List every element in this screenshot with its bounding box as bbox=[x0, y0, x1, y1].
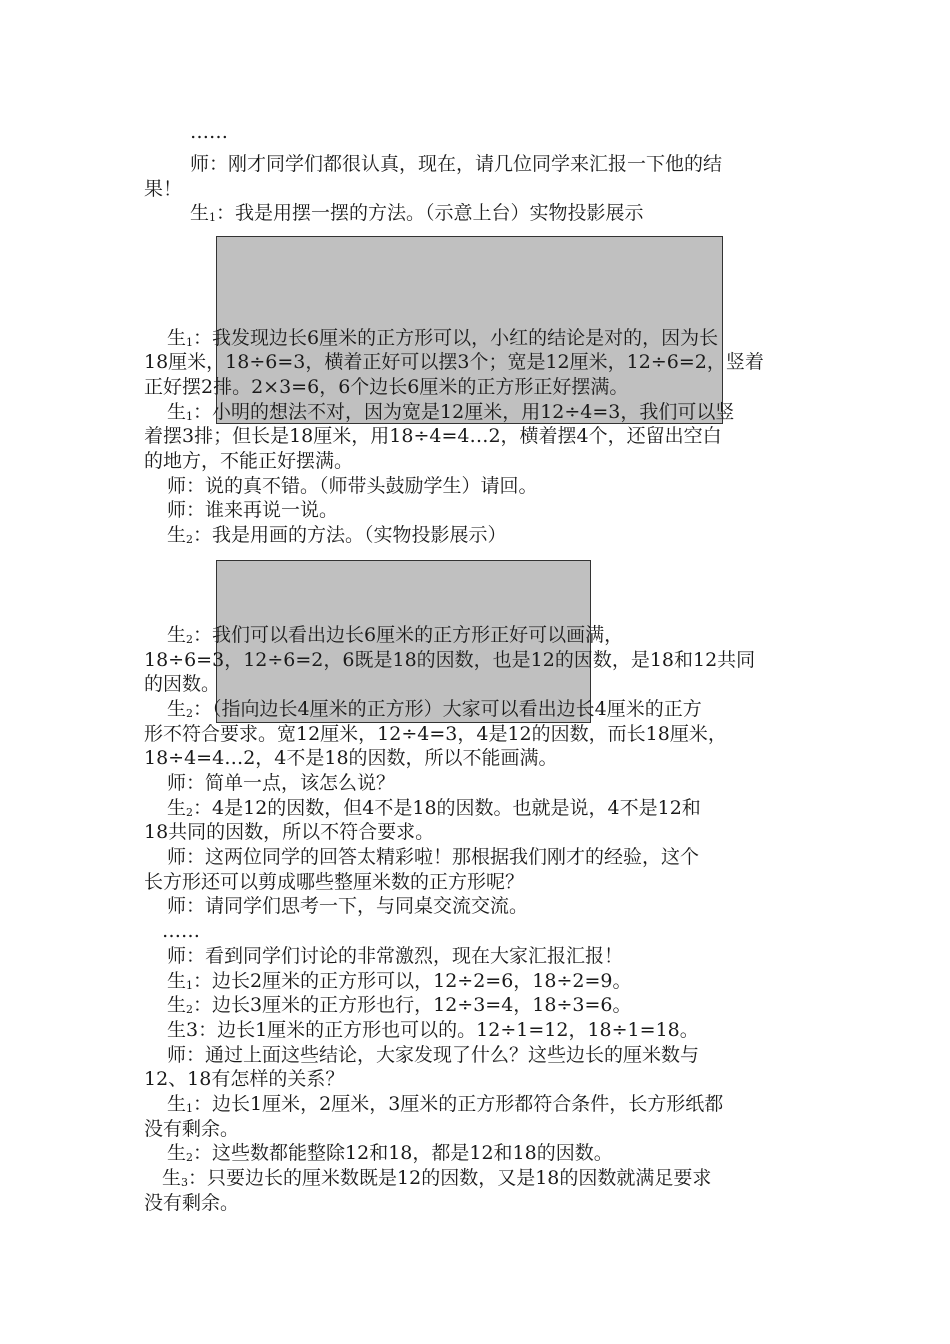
teacher-line: 师：说的真不错。（师带头鼓励学生）请回。 bbox=[167, 475, 538, 497]
teacher-line-cont: 12、18有怎样的关系？ bbox=[144, 1068, 345, 1090]
student2-line-cont: 18÷4=4…2，4不是18的因数，所以不能画满。 bbox=[144, 747, 558, 769]
student1-line: 生$_1$：我发现边长6厘米的正方形可以，小红的结论是对的，因为长 bbox=[167, 327, 719, 349]
student2-line-cont: 18共同的因数，所以不符合要求。 bbox=[144, 821, 435, 843]
speaker-label: 生 bbox=[167, 327, 187, 349]
student1-line-cont: 18厘米，18÷6=3，横着正好可以摆3个；宽是12厘米，12÷6=2，竖着 bbox=[144, 351, 764, 373]
speaker-label: 生 bbox=[167, 970, 187, 992]
student1-line-cont: 着摆3排；但长是18厘米，用18÷4=4…2，横着摆4个，还留出空白 bbox=[144, 425, 722, 447]
speaker-label: 生 bbox=[162, 1167, 182, 1189]
student2-line: 生$_2$：我是用画的方法。（实物投影展示） bbox=[167, 524, 507, 546]
teacher-line-cont: 果！ bbox=[144, 178, 183, 200]
student1-line-cont: 正好摆2排。2×3=6，6个边长6厘米的正方形正好摆满。 bbox=[144, 376, 629, 398]
student3-line: 生$_3$：只要边长的厘米数既是12的因数，又是18的因数就满足要求 bbox=[162, 1167, 712, 1189]
speaker-label: 生 bbox=[167, 624, 187, 646]
student2-line: 生$_2$：这些数都能整除12和18，都是12和18的因数。 bbox=[167, 1142, 613, 1164]
speaker-label: 生 bbox=[167, 401, 187, 423]
student2-line: 生$_2$：边长3厘米的正方形也行，12÷3=4，18÷3=6。 bbox=[167, 994, 632, 1016]
teacher-line: 师：请同学们思考一下，与同桌交流交流。 bbox=[167, 895, 529, 917]
student2-line-cont: 形不符合要求。宽12厘米，12÷4=3，4是12的因数，而长18厘米， bbox=[144, 723, 727, 745]
speaker-label: 生 bbox=[167, 1142, 187, 1164]
student1-line-cont: 没有剩余。 bbox=[144, 1118, 240, 1140]
student1-line: 生$_1$：小明的想法不对，因为宽是12厘米，用12÷4=3，我们可以竖 bbox=[167, 401, 735, 423]
teacher-line: 师：这两位同学的回答太精彩啦！那根据我们刚才的经验，这个 bbox=[167, 846, 700, 868]
teacher-line: 师：简单一点，该怎么说？ bbox=[167, 772, 396, 794]
student2-line-cont: 的因数。 bbox=[144, 673, 221, 695]
ellipsis-mid: …… bbox=[162, 920, 200, 942]
ellipsis-top: …… bbox=[190, 121, 228, 143]
student1-line: 生$_1$：边长1厘米，2厘米，3厘米的正方形都符合条件，长方形纸都 bbox=[167, 1093, 724, 1115]
speaker-label: 生 bbox=[167, 1093, 187, 1115]
speaker-label: 生 bbox=[167, 797, 187, 819]
student2-line-cont: 18÷6=3，12÷6=2，6既是18的因数，也是12的因数，是18和12共同 bbox=[144, 649, 756, 671]
student3-line: 生3：边长1厘米的正方形也可以的。12÷1=12，18÷1=18。 bbox=[167, 1019, 699, 1041]
teacher-line: 师：刚才同学们都很认真，现在，请几位同学来汇报一下他的结 bbox=[190, 153, 723, 175]
speaker-label: 生 bbox=[167, 698, 187, 720]
student2-line: 生$_2$：（指向边长4厘米的正方形）大家可以看出边长4厘米的正方 bbox=[167, 698, 702, 720]
teacher-line: 师：谁来再说一说。 bbox=[167, 499, 339, 521]
teacher-line: 师：通过上面这些结论，大家发现了什么？这些边长的厘米数与 bbox=[167, 1044, 700, 1066]
speaker-label: 生 bbox=[167, 994, 187, 1016]
speaker-label: 生 bbox=[190, 202, 210, 224]
student1-line-cont: 的地方，不能正好摆满。 bbox=[144, 450, 354, 472]
student2-line: 生$_2$：我们可以看出边长6厘米的正方形正好可以画满， bbox=[167, 624, 624, 646]
student1-line: 生$_1$：边长2厘米的正方形可以，12÷2=6，18÷2=9。 bbox=[167, 970, 632, 992]
student1-line: 生$_1$：我是用摆一摆的方法。（示意上台）实物投影展示 bbox=[190, 202, 644, 224]
teacher-line-cont: 长方形还可以剪成哪些整厘米数的正方形呢？ bbox=[144, 871, 525, 893]
student3-line-cont: 没有剩余。 bbox=[144, 1192, 240, 1214]
speaker-label: 生 bbox=[167, 524, 187, 546]
student2-line: 生$_2$：4是12的因数，但4不是18的因数。也就是说，4不是12和 bbox=[167, 797, 701, 819]
teacher-line: 师：看到同学们讨论的非常激烈，现在大家汇报汇报！ bbox=[167, 945, 624, 967]
